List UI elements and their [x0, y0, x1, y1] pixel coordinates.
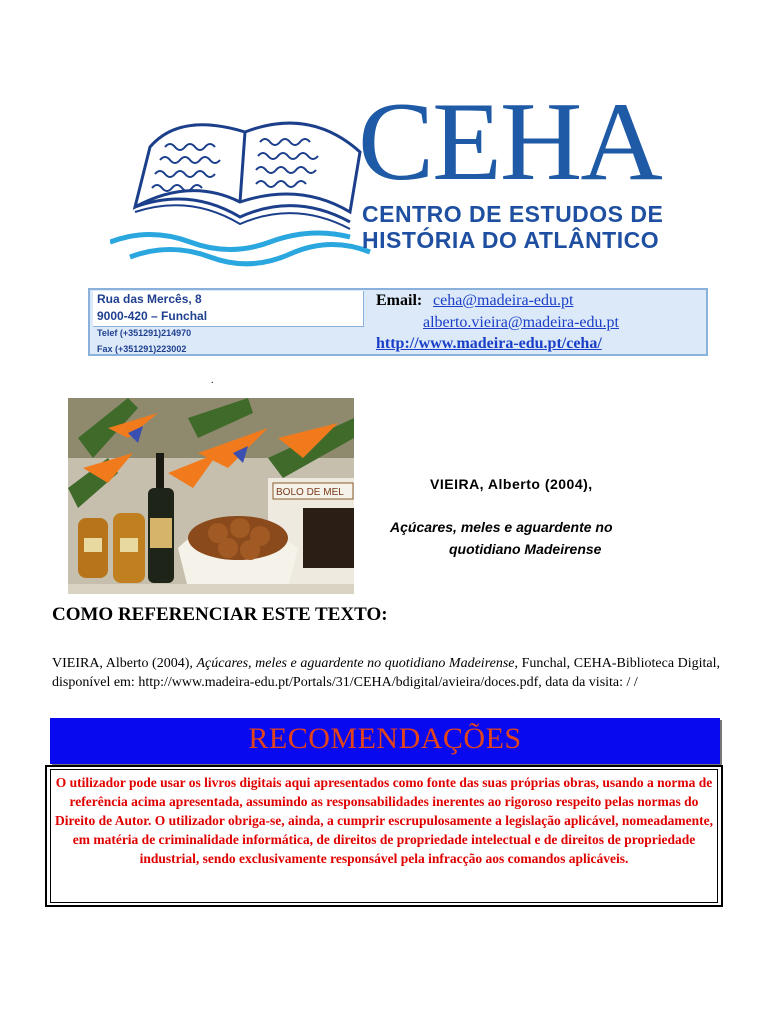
- phone-number: Telef (+351291)214970: [97, 328, 192, 338]
- bolo-de-mel-label: BOLO DE MEL: [276, 487, 344, 498]
- citation-author: VIEIRA, Alberto (2004),: [430, 476, 593, 492]
- fax-number: Fax (+351291)223002: [97, 344, 187, 354]
- cover-photo: [68, 398, 354, 594]
- email-link-author[interactable]: alberto.vieira@madeira-edu.pt: [423, 314, 619, 331]
- brand-subtitle: CENTRO DE ESTUDOS DE HISTÓRIA DO ATLÂNTICO: [362, 201, 664, 253]
- citation-title-line1: Açúcares, meles e aguardente no: [390, 519, 613, 535]
- email-link-ceha[interactable]: ceha@madeira-edu.pt: [433, 292, 574, 309]
- recommendations-title: RECOMENDAÇÕES: [248, 722, 522, 755]
- reference-text: [52, 654, 720, 692]
- stray-dot: .: [211, 375, 214, 386]
- reference-author: VIEIRA, Alberto (2004),: [52, 656, 193, 671]
- reference-title: Açúcares, meles e aguardente no quotidiano Madeirense: [196, 656, 515, 671]
- citation-title-line2: quotidiano Madeirense: [449, 541, 602, 557]
- reference-heading: COMO REFERENCIAR ESTE TEXTO:: [52, 604, 388, 625]
- recommendations-text: O utilizador pode usar os livros digitais aqui apresentados como fonte das suas próprias obras, usando a norma de referência acima apresentada, assumindo as responsabilidades inerentes ao rigoroso respeito pelas normas do Direito de Autor. O utilizador obriga-se, ainda, a cumprir escrupulosamente a legislação aplicável, nomeadamente, em matéria de criminalidade informática, de direitos de propriedade intelectual e de direitos de propriedade industrial, sendo exclusivamente responsável pela infracção aos comandos aplicáveis.: [55, 775, 713, 866]
- address-line-street: Rua das Mercês, 8: [97, 292, 202, 306]
- reference-details: , Funchal, CEHA-Biblioteca Digital, disponível em: http://www.madeira-edu.pt/Portals/31/CEHA/bdigital/avieira/doces.pdf, data da visita: / /: [52, 656, 721, 690]
- book-logo-icon: [110, 92, 375, 272]
- email-label: Email:: [376, 292, 423, 309]
- brand-title: CEHA: [358, 80, 661, 204]
- address-line-city: 9000-420 – Funchal: [97, 309, 208, 323]
- website-link[interactable]: http://www.madeira-edu.pt/ceha/: [376, 335, 602, 352]
